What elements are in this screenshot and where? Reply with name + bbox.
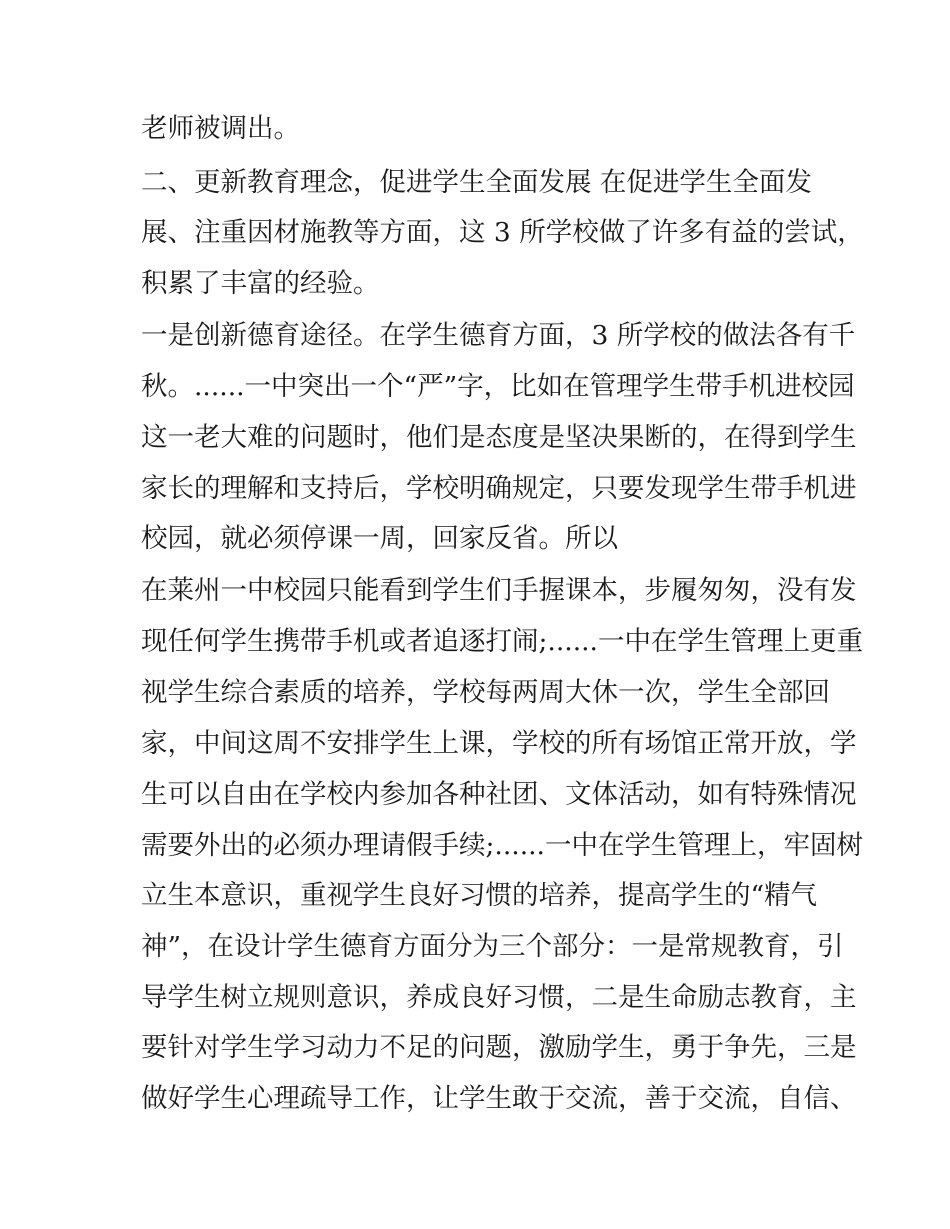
text-line: 展、注重因材施教等方面，这 3 所学校做了许多有益的尝试，	[141, 217, 864, 248]
text-line: 生可以自由在学校内参加各种社团、文体活动，如有特殊情况	[141, 779, 857, 810]
text-line: 家长的理解和支持后，学校明确规定，只要发现学生带手机进	[141, 473, 857, 504]
text-line: 这一老大难的问题时，他们是态度是坚决果断的，在得到学生	[141, 422, 857, 453]
text-line: 在莱州一中校园只能看到学生们手握课本，步履匆匆，没有发	[141, 575, 857, 606]
text-line: 现任何学生携带手机或者追逐打闹;......一中在学生管理上更重	[141, 626, 863, 657]
text-line: 校园，就必须停课一周，回家反省。所以	[141, 523, 618, 554]
text-line: 神”，在设计学生德育方面分为三个部分：一是常规教育，引	[141, 931, 844, 962]
text-line: 积累了丰富的经验。	[141, 268, 380, 299]
text-line: 需要外出的必须办理请假手续;......一中在学生管理上，牢固树	[141, 830, 863, 861]
text-line: 老师被调出。	[141, 113, 300, 144]
text-line: 秋。......一中突出一个“严”字，比如在管理学生带手机进校园	[141, 371, 855, 402]
text-line: 要针对学生学习动力不足的问题，激励学生，勇于争先，三是	[141, 1032, 857, 1063]
text-line: 导学生树立规则意识，养成良好习惯，二是生命励志教育，主	[141, 982, 857, 1013]
text-line: 做好学生心理疏导工作，让学生敢于交流，善于交流，自信、	[141, 1083, 857, 1114]
text-line: 家，中间这周不安排学生上课，学校的所有场馆正常开放，学	[141, 728, 857, 759]
text-line: 一是创新德育途径。在学生德育方面，3 所学校的做法各有千	[141, 320, 856, 351]
text-line: 二、更新教育理念，促进学生全面发展 在促进学生全面发	[141, 167, 812, 198]
text-line: 立生本意识，重视学生良好习惯的培养，提高学生的“精气	[141, 880, 818, 911]
text-line: 视学生综合素质的培养，学校每两周大休一次，学生全部回	[141, 677, 830, 708]
